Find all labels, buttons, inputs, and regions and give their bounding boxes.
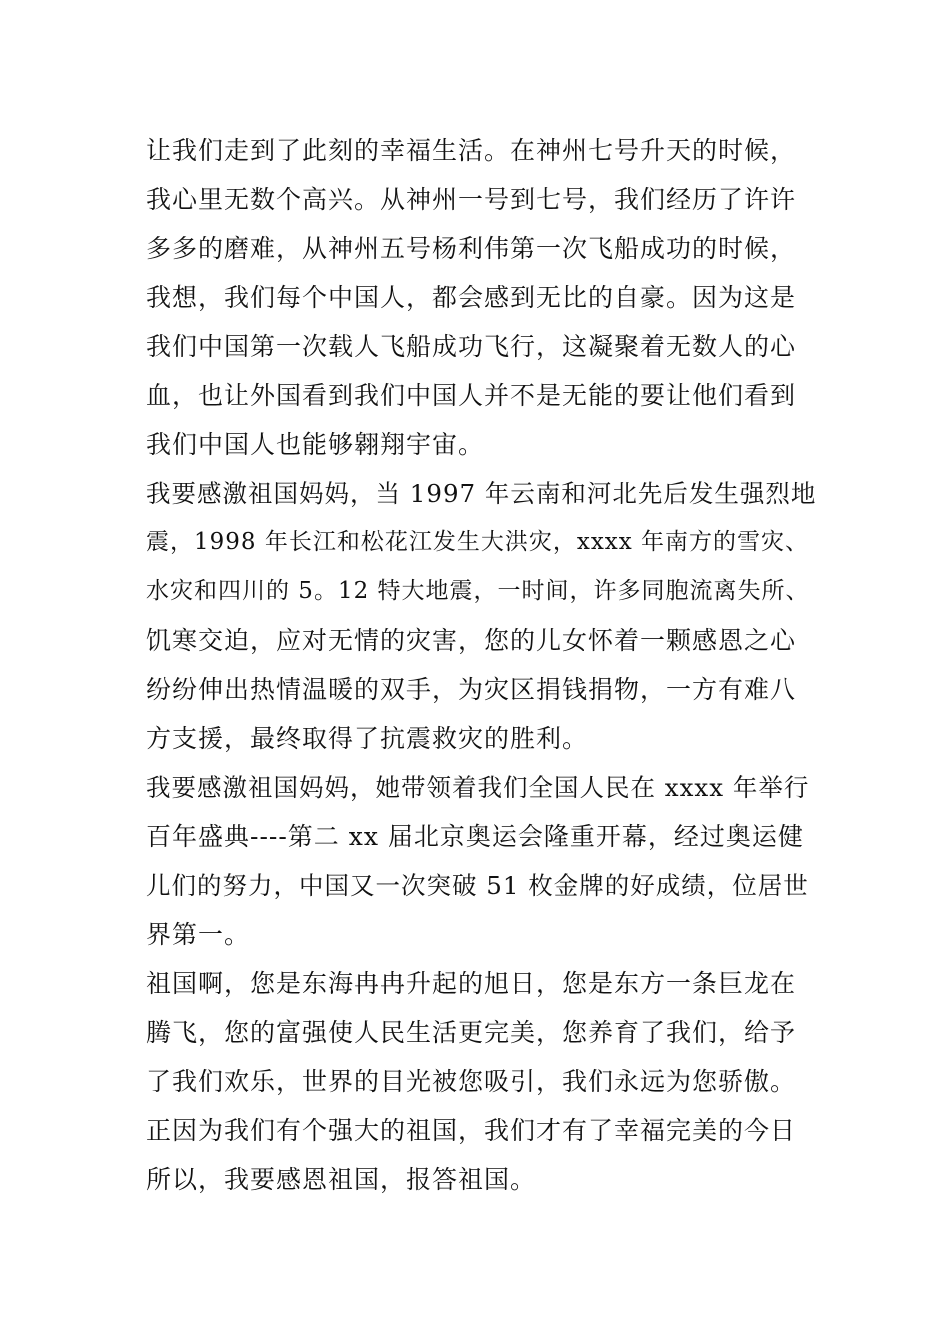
text-line: 我们中国人也能够翱翔宇宙。 [146,430,485,459]
paragraph-disaster-relief [146,469,818,763]
text-line: 血，也让外国看到我们中国人并不是无能的要让他们看到 [146,381,797,410]
text-line: 儿们的努力，中国又一次突破 51 枚金牌的好成绩，位居世 [146,871,809,900]
paragraph-shenzhou [146,126,818,469]
text-line: 我们中国第一次载人飞船成功飞行，这凝聚着无数人的心 [146,332,797,361]
text-line: 方支援，最终取得了抗震救灾的胜利。 [146,724,589,753]
text-line: 腾飞，您的富强使人民生活更完美，您养育了我们，给予 [146,1018,797,1047]
text-line: 我心里无数个高兴。从神州一号到七号，我们经历了许许 [146,185,797,214]
text-line: 了我们欢乐，世界的目光被您吸引，我们永远为您骄傲。 [146,1067,797,1096]
text-line: 所以，我要感恩祖国，报答祖国。 [146,1165,537,1194]
text-line: 正因为我们有个强大的祖国，我们才有了幸福完美的今日 [146,1116,797,1145]
paragraph-olympics [146,763,818,959]
text-line: 饥寒交迫，应对无情的灾害，您的儿女怀着一颗感恩之心 [146,626,797,655]
text-line: 震，1998 年长江和松花江发生大洪灾，xxxx 年南方的雪灾、 [146,529,810,555]
text-line: 界第一。 [146,920,251,949]
document-body [146,126,818,1204]
text-line: 让我们走到了此刻的幸福生活。在神州七号升天的时候， [146,136,797,165]
paragraph-conclusion [146,1106,818,1204]
text-line: 我要感激祖国妈妈，她带领着我们全国人民在 xxxx 年举行 [146,773,810,802]
text-line: 水灾和四川的 5。12 特大地震，一时间，许多同胞流离失所、 [146,578,810,604]
text-line: 百年盛典----第二 xx 届北京奥运会隆重开幕，经过奥运健 [146,822,804,851]
text-line: 纷纷伸出热情温暖的双手，为灾区捐钱捐物，一方有难八 [146,675,797,704]
text-line: 多多的磨难，从神州五号杨利伟第一次飞船成功的时候， [146,234,797,263]
paragraph-motherland-praise [146,959,818,1106]
text-line: 我想，我们每个中国人，都会感到无比的自豪。因为这是 [146,283,797,312]
text-line: 我要感激祖国妈妈，当 1997 年云南和河北先后发生强烈地 [146,479,817,508]
text-line: 祖国啊，您是东海冉冉升起的旭日，您是东方一条巨龙在 [146,969,797,998]
